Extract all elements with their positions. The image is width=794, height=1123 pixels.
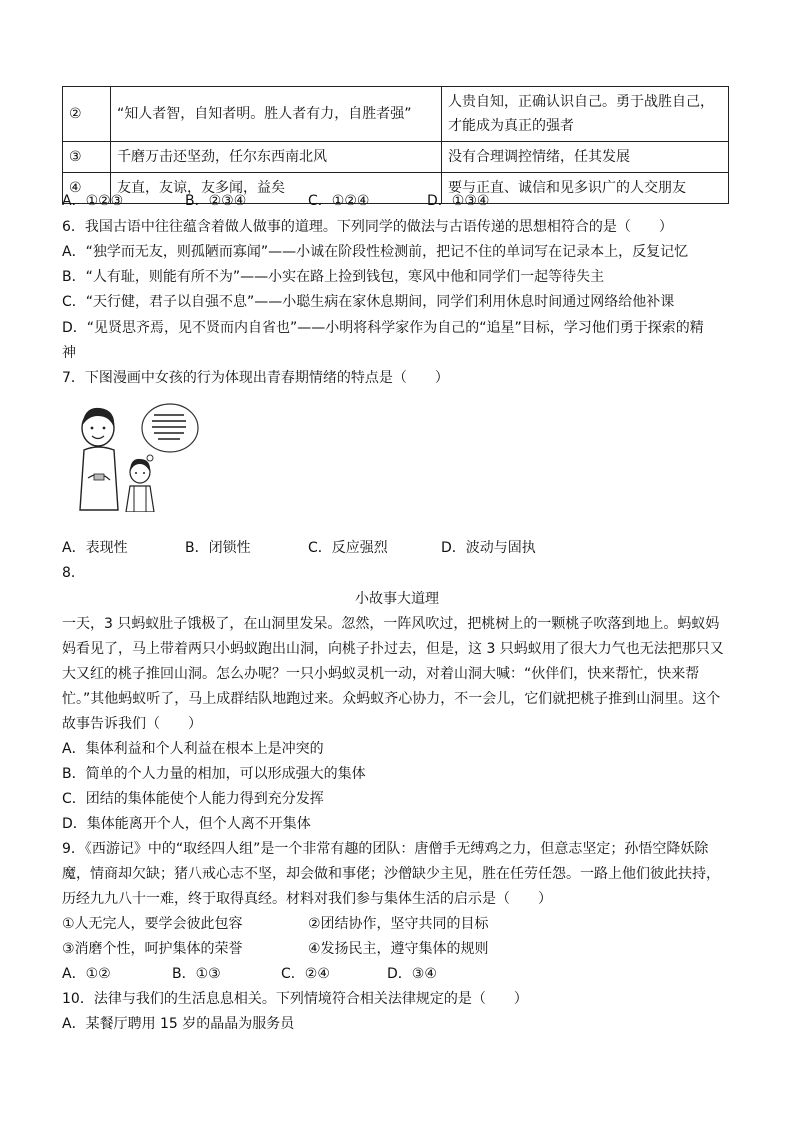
row-meaning: 要与正直、诚信和见多识广的人交朋友 xyxy=(442,173,729,204)
q8-option-c[interactable]: C．团结的集体能使个人能力得到充分发挥 xyxy=(62,791,324,807)
q8-number: 8． xyxy=(62,565,85,581)
q6-stem: 6．我国古语中往往蕴含着做人做事的道理。下列同学的做法与古语传递的思想相符合的是（ ） xyxy=(62,219,673,235)
q7-stem: 7．下图漫画中女孩的行为体现出青春期情绪的特点是（ ） xyxy=(62,370,449,386)
row-quote: 千磨万击还坚劲，任尔东西南北风 xyxy=(111,142,442,173)
q6-option-d[interactable]: D．“见贤思齐焉，见不贤而内自省也”——小明将科学家作为自己的“追星”目标，学习他们勇于探索的精 xyxy=(62,320,704,336)
q9-stem-line: 9．《西游记》中的“取经四人组”是一个非常有趣的团队：唐僧手无缚鸡之力，但意志坚定；孙悟空降妖除 xyxy=(62,841,709,857)
table-row xyxy=(63,142,729,173)
q8-option-a[interactable]: A．集体利益和个人利益在根本上是冲突的 xyxy=(62,741,324,757)
q8-story-line: 一天，3 只蚂蚁肚子饿极了，在山洞里发呆。忽然，一阵风吹过，把桃树上的一颗桃子吹落到地上。蚂蚁妈 xyxy=(62,616,720,632)
row-number: ④ xyxy=(63,173,111,204)
q9-item-2: ②团结协作，坚守共同的目标 xyxy=(308,916,489,932)
row-quote: “知人者智，自知者明。胜人者有力，自胜者强” xyxy=(111,87,442,142)
row-number: ② xyxy=(63,87,111,142)
girl-figure xyxy=(126,459,154,512)
row-meaning: 没有合理调控情绪，任其发展 xyxy=(442,142,729,173)
q9-option-b[interactable]: B．①③ xyxy=(172,966,221,982)
q9-option-d[interactable]: D．③④ xyxy=(387,966,437,982)
q6-option-b[interactable]: B．“人有耻，则能有所不为”——小实在路上捡到钱包，寒风中他和同学们一起等待失主 xyxy=(62,269,605,285)
q8-option-b[interactable]: B．简单的个人力量的相加，可以形成强大的集体 xyxy=(62,766,366,782)
bubble-dot xyxy=(147,455,153,461)
proverb-table xyxy=(62,86,729,204)
q9-item-1: ①人无完人，要学会彼此包容 xyxy=(62,916,243,932)
q10-stem: 10．法律与我们的生活息息相关。下列情境符合相关法律规定的是（ ） xyxy=(62,991,528,1007)
q7-option-d[interactable]: D．波动与固执 xyxy=(441,540,536,556)
table-row xyxy=(63,173,729,204)
table-row xyxy=(63,87,729,142)
q7-option-c[interactable]: C．反应强烈 xyxy=(308,540,388,556)
row-number: ③ xyxy=(63,142,111,173)
q5-option-c[interactable]: C．①②④ xyxy=(308,193,370,209)
q5-option-b[interactable]: B．②③④ xyxy=(185,193,247,209)
q7-option-a[interactable]: A．表现性 xyxy=(62,540,128,556)
q8-story-line: 大又红的桃子推回山洞。怎么办呢？一只小蚂蚁灵机一动，对着山洞大喊：“伙伴们，快来帮忙，快来帮 xyxy=(62,666,700,682)
row-quote: 友直，友谅，友多闻，益矣 xyxy=(111,173,442,204)
q8-option-d[interactable]: D．集体能离开个人，但个人离不开集体 xyxy=(62,816,311,832)
mother-figure xyxy=(80,408,118,510)
q6-option-c[interactable]: C．“天行健，君子以自强不息”——小聪生病在家休息期间，同学们利用休息时间通过网络给他补课 xyxy=(62,294,675,310)
q9-stem-line: 魔，情商却欠缺；猪八戒心志不坚，却会做和事佬；沙僧缺少主见，胜在任劳任怨。一路上他们彼此扶持， xyxy=(62,866,720,882)
q8-story-title: 小故事大道理 xyxy=(355,591,439,607)
q9-stem-line: 历经九九八十一难，终于取得真经。材料对我们参与集体生活的启示是（ ） xyxy=(62,891,552,907)
cartoon-illustration xyxy=(70,400,200,512)
q10-option-a[interactable]: A．某餐厅聘用 15 岁的晶晶为服务员 xyxy=(62,1016,295,1032)
q8-story-line: 忙。”其他蚂蚁听了，马上成群结队地跑过来。众蚂蚁齐心协力，不一会儿，它们就把桃子推到山洞里。这个 xyxy=(62,691,721,707)
q5-option-a[interactable]: A．①②③ xyxy=(62,193,124,209)
q7-option-b[interactable]: B．闭锁性 xyxy=(185,540,251,556)
q9-option-c[interactable]: C．②④ xyxy=(281,966,330,982)
q5-option-d[interactable]: D．①③④ xyxy=(427,193,490,209)
q9-item-3: ③消磨个性，呵护集体的荣誉 xyxy=(62,941,243,957)
q8-story-line: 故事告诉我们（ ） xyxy=(62,716,202,732)
row-meaning: 人贵自知，正确认识自己。勇于战胜自己，才能成为真正的强者 xyxy=(442,87,729,142)
q8-story-line: 妈看见了，马上带着两只小蚂蚁跑出山洞，向桃子扑过去，但是，这 3 只蚂蚁用了很大力气也无法把那只又 xyxy=(62,641,724,657)
q9-option-a[interactable]: A．①② xyxy=(62,966,111,982)
q6-option-a[interactable]: A．“独学而无友，则孤陋而寡闻”——小诚在阶段性检测前，把记不住的单词写在记录本上，反复记忆 xyxy=(62,244,689,260)
q9-item-4: ④发扬民主，遵守集体的规则 xyxy=(308,941,489,957)
q6-option-d-continued: 神 xyxy=(62,345,76,361)
